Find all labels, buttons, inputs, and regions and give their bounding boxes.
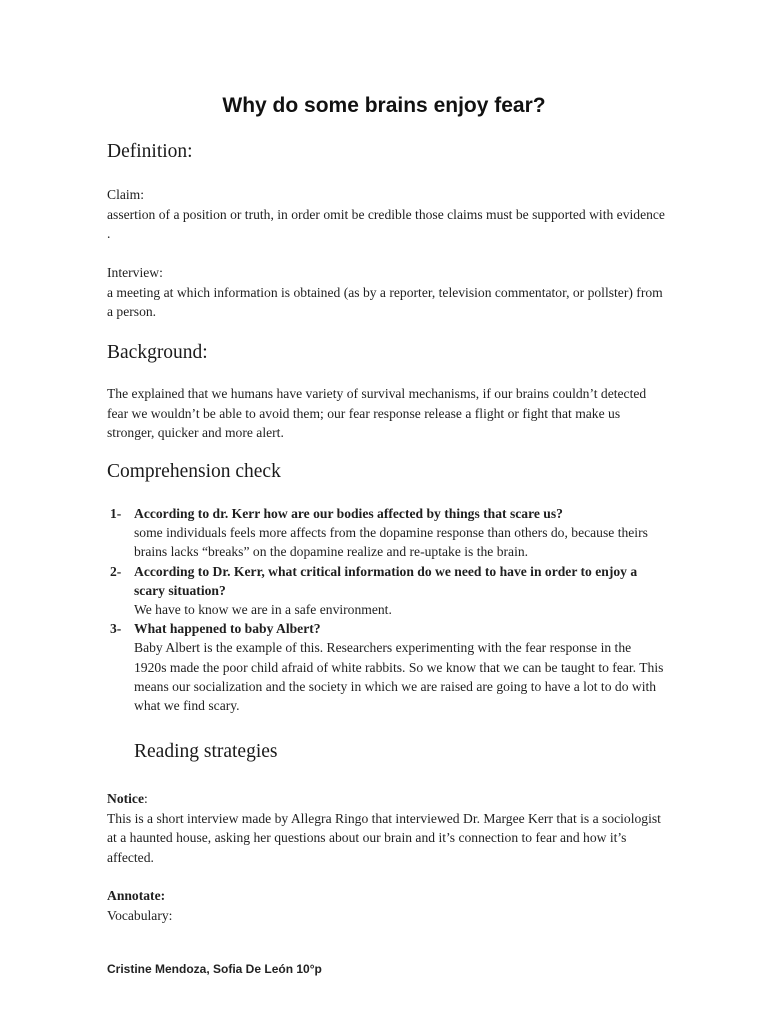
list-item <box>107 619 667 715</box>
answer-text: We have to know we are in a safe environment. <box>134 602 392 618</box>
background-heading: Background: <box>107 342 208 363</box>
item-number: 2- <box>110 563 122 579</box>
interview-label: Interview: <box>107 265 163 280</box>
list-item <box>107 504 667 562</box>
reading-strategies-heading: Reading strategies <box>134 741 278 762</box>
claim-definition <box>107 185 667 244</box>
document-title: Why do some brains enjoy fear? <box>222 94 546 117</box>
claim-label: Claim: <box>107 187 145 202</box>
item-number: 3- <box>110 621 122 637</box>
interview-definition <box>107 263 667 322</box>
question-text: What happened to baby Albert? <box>134 621 321 637</box>
annotate-label: Annotate: <box>107 888 166 903</box>
question-text: According to Dr. Kerr, what critical information do we need to have in order to enjoy a scary situation? <box>134 563 638 598</box>
notice-section <box>107 789 667 867</box>
answer-text: Baby Albert is the example of this. Researchers experimenting with the fear response in the 1920s made the poor child afraid of white rabbits. So we know that we can be taught to fear. This means our socialization and the society in which we are raised are going to have a lot to do with what we find scary. <box>134 640 664 714</box>
notice-colon: : <box>144 791 148 806</box>
notice-label: Notice <box>107 791 144 806</box>
interview-text: a meeting at which information is obtained (as by a reporter, television commentator, or pollster) from a person. <box>107 284 663 319</box>
question-text: According to dr. Kerr how are our bodies affected by things that scare us? <box>134 506 563 521</box>
item-number: 1- <box>110 506 122 521</box>
vocabulary-label: Vocabulary: <box>107 907 173 923</box>
notice-text: This is a short interview made by Allegra Ringo that interviewed Dr. Margee Kerr that is a sociologist at a haunted house, asking her questions about our brain and it’s connection to fear and how it’s affected. <box>107 810 661 865</box>
answer-text: some individuals feels more affects from the dopamine response than others do, because theirs brains lacks “breaks” on the dopamine realize and re-uptake is the brain. <box>134 525 648 560</box>
annotate-section <box>107 886 667 925</box>
comprehension-heading: Comprehension check <box>107 461 281 482</box>
list-item <box>107 562 667 620</box>
author-footer: Cristine Mendoza, Sofia De León 10°p <box>107 962 322 976</box>
comprehension-list <box>107 504 667 715</box>
background-text: The explained that we humans have variety of survival mechanisms, if our brains couldn’t detected fear we wouldn’t be able to avoid them; our fear response release a flight or fight that make us stronger, quicker and more alert. <box>107 386 647 440</box>
definition-heading: Definition: <box>107 141 193 162</box>
claim-text: assertion of a position or truth, in order omit be credible those claims must be supported with evidence . <box>107 206 665 241</box>
